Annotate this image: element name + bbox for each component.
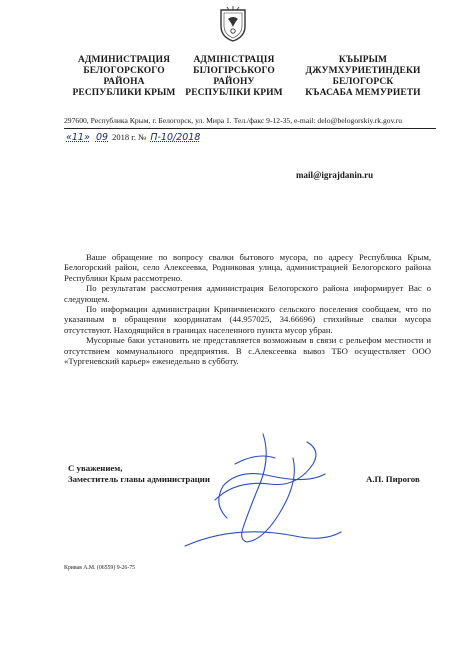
body-paragraph: По информации администрации Криничненского сельского поселения сообщаем, что по указанным в обращении координатам (44.957025, 34.66696) стихийные свалки мусора отсутствуют. Находящийся в границах населенного пункта мусор убран. <box>64 304 431 335</box>
body-paragraph: Ваше обращение по вопросу свалки бытового мусора, по адресу Республика Крым, Белогорский район, село Алексеевка, Родниковая улица, администрацией Белогорского района Республики Крым рассмотрено. <box>64 252 431 283</box>
body-paragraph: Мусорные баки установить не представляется возможным в связи с рельефом местности и отсутствием коммунального предприятия. В с.Алексеевка вывоз ТБО осуществляет ООО «Тургеневский карьер» еженедельно в субботу. <box>64 335 431 367</box>
header-ukrainian <box>180 55 288 99</box>
header-line: АДМИНИСТРАЦИЯ <box>77 55 171 65</box>
header-line: РЕСПУБЛИКИ КРЫМ <box>72 88 176 98</box>
header-line: РЕСПУБЛІКИ КРИМ <box>185 88 283 98</box>
header-russian <box>64 55 184 99</box>
header-line: РАЙОНА <box>103 77 145 87</box>
executor-contact: Кривая А.М. (06559) 9-26-75 <box>64 565 136 571</box>
registration-line <box>64 132 202 146</box>
header-line: БЕЛОГОРСКОГО <box>83 66 165 76</box>
header-line: ДЖУМХУРИЕТИНДЕКИ <box>305 66 421 76</box>
header-line: АДМІНІСТРАЦІЯ <box>193 55 275 65</box>
coat-of-arms-icon <box>218 6 248 42</box>
signer-name: А.П. Пирогов <box>366 474 420 484</box>
header-line: БЕЛОГОРСК <box>332 77 394 87</box>
header-line: БІЛОГІРСЬКОГО <box>193 66 275 76</box>
handwritten-signature <box>175 428 345 558</box>
reg-number: П-10/2018 <box>150 132 201 143</box>
header-line: РАЙОНУ <box>213 77 255 87</box>
closing-greeting: С уважением, <box>68 463 123 473</box>
reg-no-label: № <box>138 132 147 142</box>
header-line: КЪАСАБА МЕМУРИЕТИ <box>305 88 421 98</box>
closing-block <box>68 463 210 485</box>
address-line: 297600, Республика Крым, г. Белогорск, ул. Мира 1. Тел./факс 9-12-35, e-mail: delo@belogorskiy.rk.gov.ru <box>64 116 436 129</box>
body-paragraph: По результатам рассмотрения администрация Белогорского района информирует Вас о следующем. <box>64 283 431 304</box>
reg-year: 2018 г. <box>112 132 136 142</box>
signer-title: Заместитель главы администрации <box>68 474 210 484</box>
header-line: КЪЫРЫМ <box>338 55 388 65</box>
recipient-email: mail@igrajdanin.ru <box>296 170 374 180</box>
header-crimean-tatar <box>298 55 428 99</box>
letter-body <box>64 252 431 366</box>
reg-day: «11» <box>66 132 90 143</box>
reg-month: 09 <box>95 132 109 143</box>
